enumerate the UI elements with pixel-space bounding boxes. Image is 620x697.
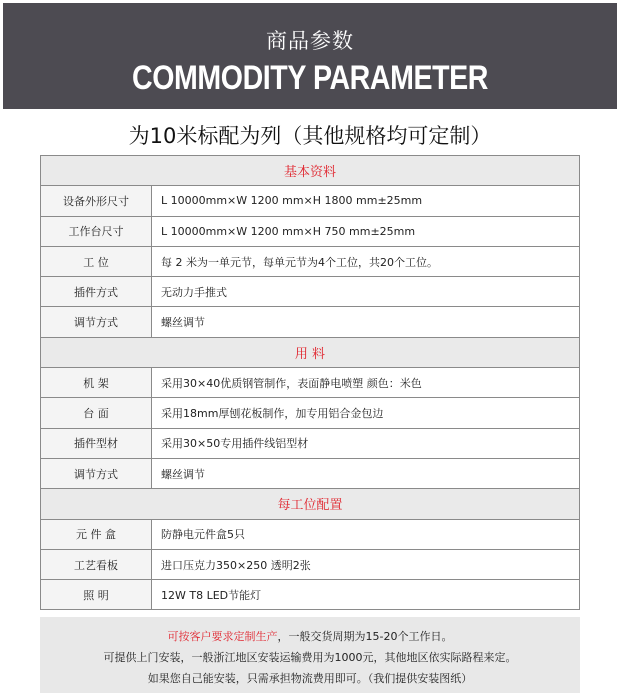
section-title: 基本资料 [41, 156, 580, 186]
row-value: 采用18mm厚刨花板制作，加专用铝合金包边 [152, 398, 580, 428]
table-row [41, 216, 580, 246]
section-heading-materials [41, 337, 580, 367]
row-value: 防静电元件盒5只 [152, 519, 580, 549]
note-custom-highlight: 可按客户要求定制生产 [167, 630, 278, 643]
row-label: 工作台尺寸 [41, 216, 152, 246]
banner-title-en: COMMODITY PARAMETER [132, 59, 488, 97]
table-row [41, 246, 580, 276]
table-row [41, 458, 580, 488]
table-row [41, 549, 580, 579]
table-row [41, 186, 580, 216]
row-label: 工 位 [41, 246, 152, 276]
row-label: 调节方式 [41, 458, 152, 488]
table-row [41, 307, 580, 337]
row-label: 插件型材 [41, 428, 152, 458]
row-value: 进口压克力350×250 透明2张 [152, 549, 580, 579]
table-row [41, 398, 580, 428]
row-label: 调节方式 [41, 307, 152, 337]
row-label: 元 件 盒 [41, 519, 152, 549]
row-label: 台 面 [41, 398, 152, 428]
row-value: 螺丝调节 [152, 307, 580, 337]
table-row [41, 428, 580, 458]
row-value: 螺丝调节 [152, 458, 580, 488]
table-row [41, 277, 580, 307]
row-label: 照 明 [41, 580, 152, 610]
row-label: 插件方式 [41, 277, 152, 307]
header-banner [3, 3, 617, 109]
section-title: 每工位配置 [41, 489, 580, 519]
row-value: 12W T8 LED节能灯 [152, 580, 580, 610]
note-line-1 [40, 626, 580, 647]
spec-subtitle: 为10米标配为列（其他规格均可定制） [128, 124, 492, 148]
note-delivery-text: ，一般交货周期为15-20个工作日。 [277, 630, 453, 643]
row-label: 机 架 [41, 368, 152, 398]
row-value: L 10000mm×W 1200 mm×H 1800 mm±25mm [152, 186, 580, 216]
row-value: L 10000mm×W 1200 mm×H 750 mm±25mm [152, 216, 580, 246]
row-value: 每 2 米为一单元节，每单元节为4个工位，共20个工位。 [152, 246, 580, 276]
spec-table [40, 155, 580, 610]
section-heading-station-config [41, 489, 580, 519]
row-label: 设备外形尺寸 [41, 186, 152, 216]
row-value: 无动力手推式 [152, 277, 580, 307]
row-label: 工艺看板 [41, 549, 152, 579]
table-row [41, 580, 580, 610]
table-row [41, 519, 580, 549]
note-line-3: 如果您自己能安装，只需承担物流费用即可。（我们提供安装图纸） [147, 672, 473, 685]
note-line-2: 可提供上门安装，一般浙江地区安装运输费用为1000元，其他地区依实际路程来定。 [103, 651, 517, 664]
row-value: 采用30×40优质钢管制作，表面静电喷塑 颜色：米色 [152, 368, 580, 398]
service-note [40, 617, 580, 693]
banner-title-cn: 商品参数 [266, 29, 354, 53]
table-row [41, 368, 580, 398]
row-value: 采用30×50专用插件线铝型材 [152, 428, 580, 458]
section-title: 用 料 [41, 337, 580, 367]
section-heading-basic [41, 156, 580, 186]
